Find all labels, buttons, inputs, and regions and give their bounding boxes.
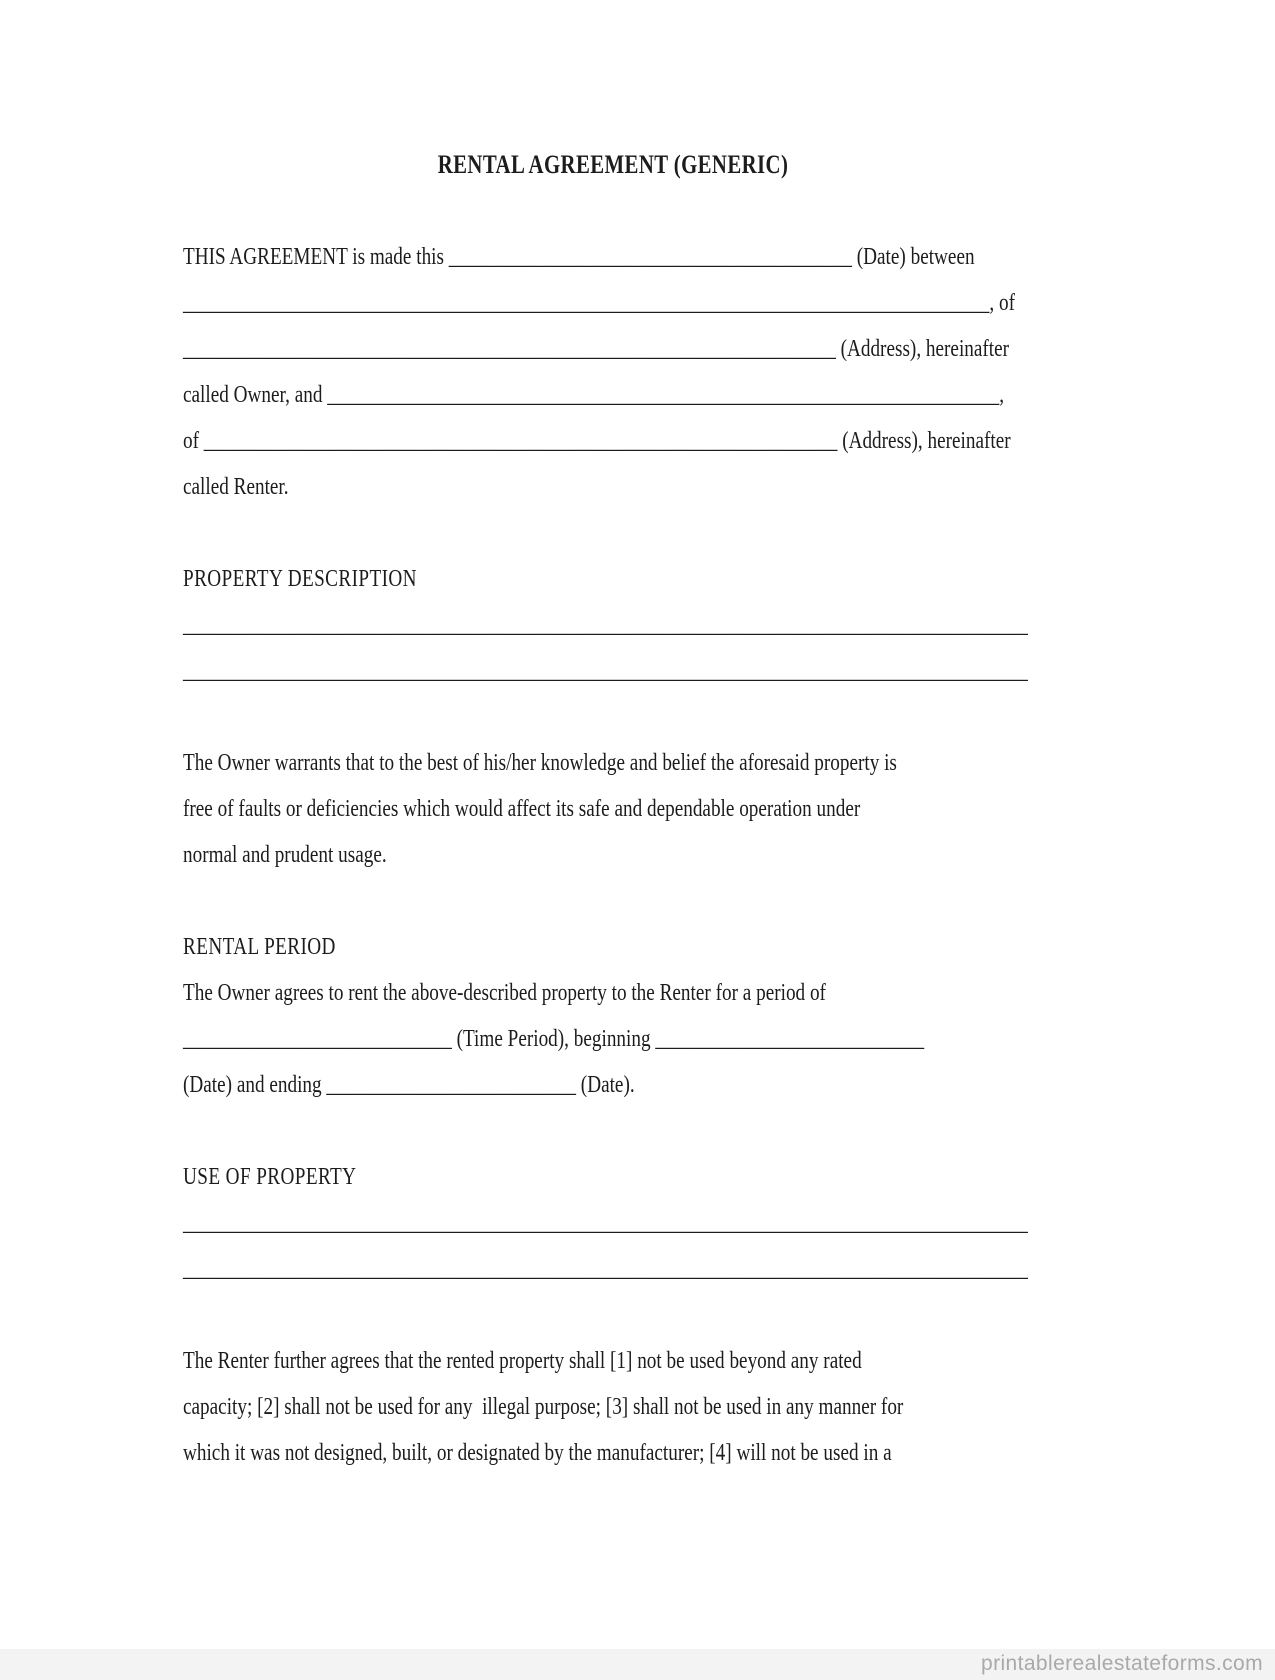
document-page	[183, 142, 1043, 1476]
intro-line-5-renter-address-blank: of __________________________________________________________________ (Address), hereinafter	[183, 428, 1011, 454]
spacer-line	[183, 1108, 1043, 1154]
footer-bar	[0, 1649, 1275, 1680]
section-heading-use-of-property: USE OF PROPERTY	[183, 1164, 357, 1190]
use-of-property-blank-line-1: ________________________________________________________________________________________	[183, 1210, 1028, 1236]
spacer-line	[183, 878, 1043, 924]
renter-terms-line-2: capacity; [2] shall not be used for any illegal purpose; [3] shall not be used in any manner for	[183, 1394, 904, 1420]
intro-line-6: called Renter.	[183, 474, 289, 500]
property-description-blank-line-2: ________________________________________________________________________________________	[183, 658, 1028, 684]
rental-period-line-2-time-period-blank: ____________________________ (Time Period), beginning ____________________________	[183, 1026, 925, 1052]
owner-warranty-line-3: normal and prudent usage.	[183, 842, 387, 868]
owner-warranty-line-1: The Owner warrants that to the best of his/her knowledge and belief the aforesaid property is	[183, 750, 897, 776]
spacer-line	[183, 694, 1043, 740]
intro-line-1: THIS AGREEMENT is made this __________________________________________ (Date) between	[183, 244, 975, 270]
spacer-line	[183, 1292, 1043, 1338]
section-heading-rental-period: RENTAL PERIOD	[183, 934, 336, 960]
rental-period-line-3-dates-blank: (Date) and ending __________________________ (Date).	[183, 1072, 635, 1098]
section-heading-property-description: PROPERTY DESCRIPTION	[183, 566, 417, 592]
renter-terms-line-1: The Renter further agrees that the rented property shall [1] not be used beyond any rated	[183, 1348, 862, 1374]
use-of-property-blank-line-2: ________________________________________________________________________________________	[183, 1256, 1028, 1282]
owner-warranty-line-2: free of faults or deficiencies which would affect its safe and dependable operation under	[183, 796, 861, 822]
renter-terms-line-3: which it was not designed, built, or designated by the manufacturer; [4] will not be used in a	[183, 1440, 892, 1466]
property-description-blank-line-1: ________________________________________________________________________________________	[183, 612, 1028, 638]
intro-line-4-renter-name-blank: called Owner, and ______________________________________________________________________,	[183, 382, 1005, 408]
document-title: RENTAL AGREEMENT (GENERIC)	[437, 150, 789, 179]
intro-line-3-owner-address-blank: ____________________________________________________________________ (Address), hereinafter	[183, 336, 1010, 362]
spacer-line	[183, 188, 1043, 234]
intro-line-2-owner-name-blank: ____________________________________________________________________________________, of	[183, 290, 1015, 316]
rental-period-line-1: The Owner agrees to rent the above-described property to the Renter for a period of	[183, 980, 826, 1006]
spacer-line	[183, 510, 1043, 556]
watermark-site-name: printablerealestateforms.com	[981, 1652, 1263, 1675]
